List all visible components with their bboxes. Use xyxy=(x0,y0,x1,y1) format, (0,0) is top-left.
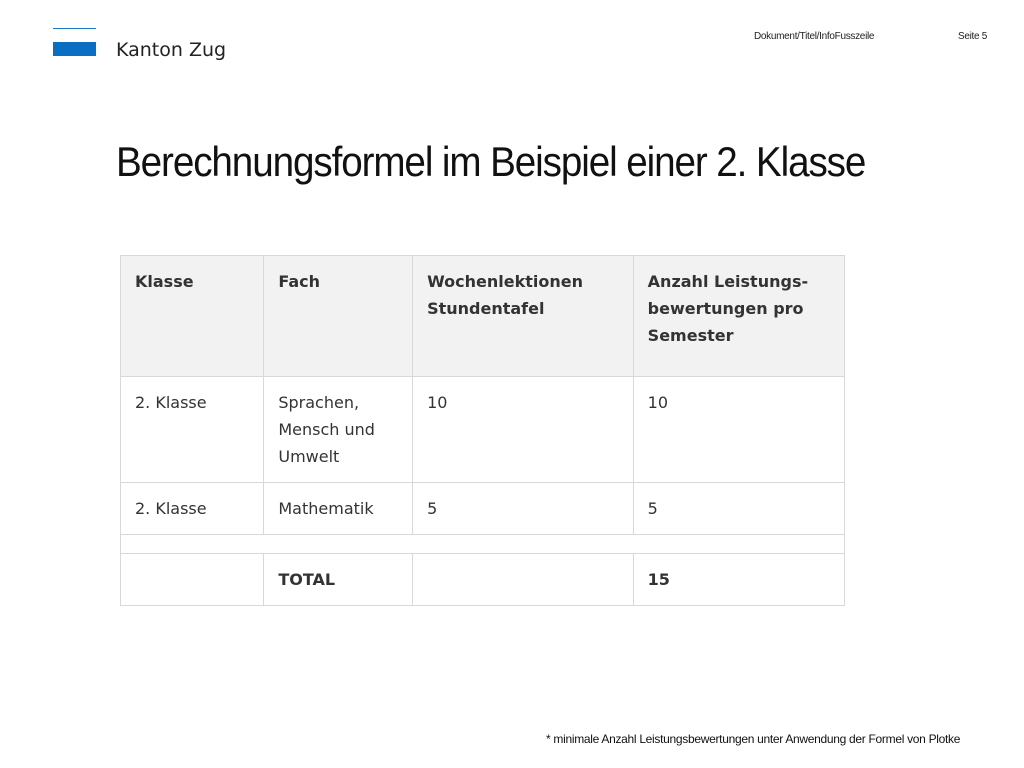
cell-anzahl: 10 xyxy=(633,377,844,483)
cell-anzahl: 5 xyxy=(633,483,844,535)
total-value: 15 xyxy=(633,554,844,606)
table-row xyxy=(121,377,845,483)
cell-fach: Sprachen, Mensch und Umwelt xyxy=(264,377,413,483)
cell-wochenlektionen: 10 xyxy=(413,377,634,483)
table-row xyxy=(121,483,845,535)
cell-klasse: 2. Klasse xyxy=(121,377,264,483)
logo-bar xyxy=(53,42,96,56)
cell-wochenlektionen: 5 xyxy=(413,483,634,535)
header-wochenlektionen: Wochenlektionen Stundentafel xyxy=(413,256,634,377)
header-anzahl-bewertungen: Anzahl Leistungs-bewertungen pro Semester xyxy=(633,256,844,377)
logo-line xyxy=(53,28,96,29)
cell-klasse: 2. Klasse xyxy=(121,483,264,535)
total-label: TOTAL xyxy=(264,554,413,606)
spacer-cell xyxy=(121,535,845,554)
table-header-row xyxy=(121,256,845,377)
footnote: * minimale Anzahl Leistungsbewertungen unter Anwendung der Formel von Plotke xyxy=(546,732,961,746)
spacer-row xyxy=(121,535,845,554)
cell-empty xyxy=(121,554,264,606)
cell-empty xyxy=(413,554,634,606)
document-info: Dokument/Titel/InfoFusszeile xyxy=(754,31,875,42)
page-number: Seite 5 xyxy=(958,31,988,42)
cell-fach: Mathematik xyxy=(264,483,413,535)
total-row xyxy=(121,554,845,606)
header-klasse: Klasse xyxy=(121,256,264,377)
page-title: Berechnungsformel im Beispiel einer 2. Klasse xyxy=(116,138,866,185)
logo-text: Kanton Zug xyxy=(116,39,227,61)
calculation-table xyxy=(120,255,845,606)
header-fach: Fach xyxy=(264,256,413,377)
kanton-zug-logo xyxy=(53,28,253,68)
